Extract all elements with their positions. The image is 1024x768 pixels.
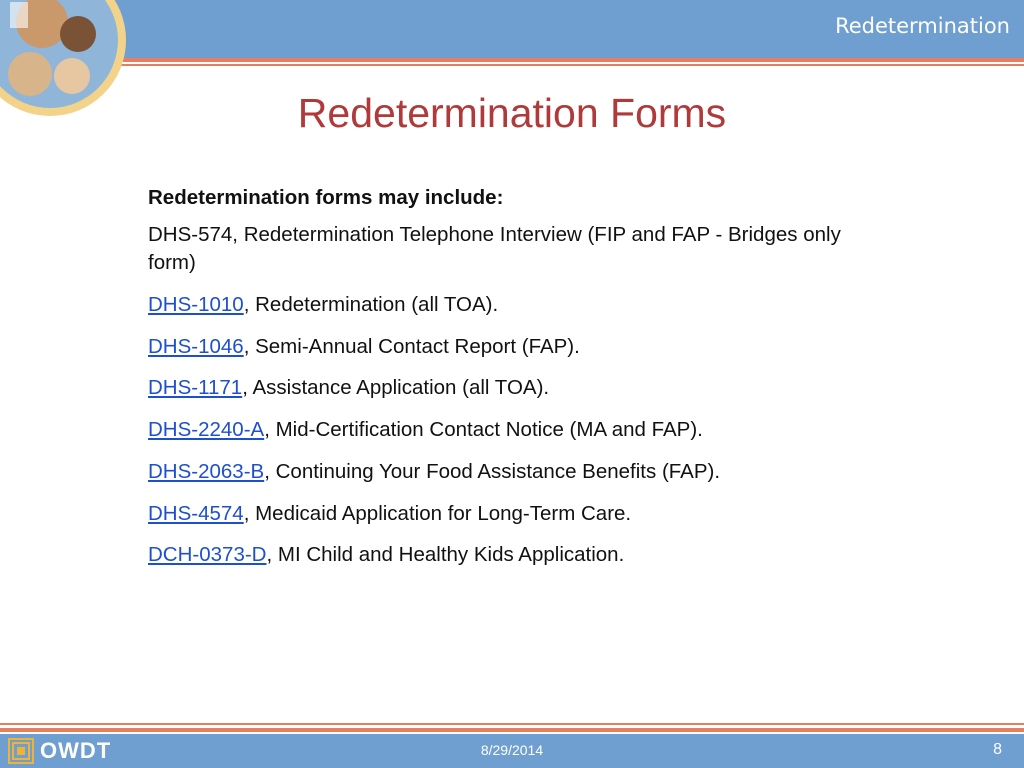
- form-link-dhs-2063-b[interactable]: DHS-2063-B: [148, 459, 265, 483]
- form-link-dch-0373-d[interactable]: DCH-0373-D: [148, 543, 267, 567]
- header-accent-line: [0, 58, 1024, 62]
- list-item-text: , Continuing Your Food Assistance Benefits (FAP).: [264, 459, 721, 483]
- form-link-dhs-1171[interactable]: DHS-1171: [148, 376, 243, 400]
- slide-content: [148, 184, 888, 583]
- intro-item: DHS-574, Redetermination Telephone Interview (FIP and FAP - Bridges only form): [148, 222, 841, 275]
- section-label: Redetermination: [835, 14, 1010, 38]
- list-item-text: , Redetermination (all TOA).: [243, 293, 499, 317]
- header-accent-line-thin: [0, 64, 1024, 66]
- list-item: [148, 500, 888, 529]
- footer-accent-line: [0, 728, 1024, 732]
- footer-logo-text: OWDT: [40, 738, 112, 763]
- form-link-dhs-1046[interactable]: DHS-1046: [148, 334, 244, 358]
- list-item: [148, 374, 888, 403]
- list-item-text: , MI Child and Healthy Kids Application.: [266, 543, 625, 567]
- page-number: 8: [993, 741, 1002, 758]
- footer-accent-line-thin: [0, 723, 1024, 725]
- list-item-text: , Medicaid Application for Long-Term Care.: [243, 501, 632, 525]
- list-item-text: , Assistance Application (all TOA).: [242, 376, 550, 400]
- list-item: [148, 291, 888, 320]
- list-item-text: , Mid-Certification Contact Notice (MA and FAP).: [264, 418, 703, 442]
- list-item: [148, 458, 888, 487]
- lead-text: Redetermination forms may include:: [148, 186, 504, 209]
- list-item: [148, 416, 888, 445]
- form-link-dhs-1010[interactable]: DHS-1010: [148, 293, 244, 317]
- footer-date: 8/29/2014: [480, 742, 544, 758]
- list-item: [148, 333, 888, 362]
- slide-title: Redetermination Forms: [297, 90, 727, 136]
- list-item: [148, 541, 888, 570]
- list-item-text: , Semi-Annual Contact Report (FAP).: [243, 334, 580, 358]
- form-link-dhs-4574[interactable]: DHS-4574: [148, 501, 244, 525]
- form-link-dhs-2240-a[interactable]: DHS-2240-A: [148, 418, 265, 442]
